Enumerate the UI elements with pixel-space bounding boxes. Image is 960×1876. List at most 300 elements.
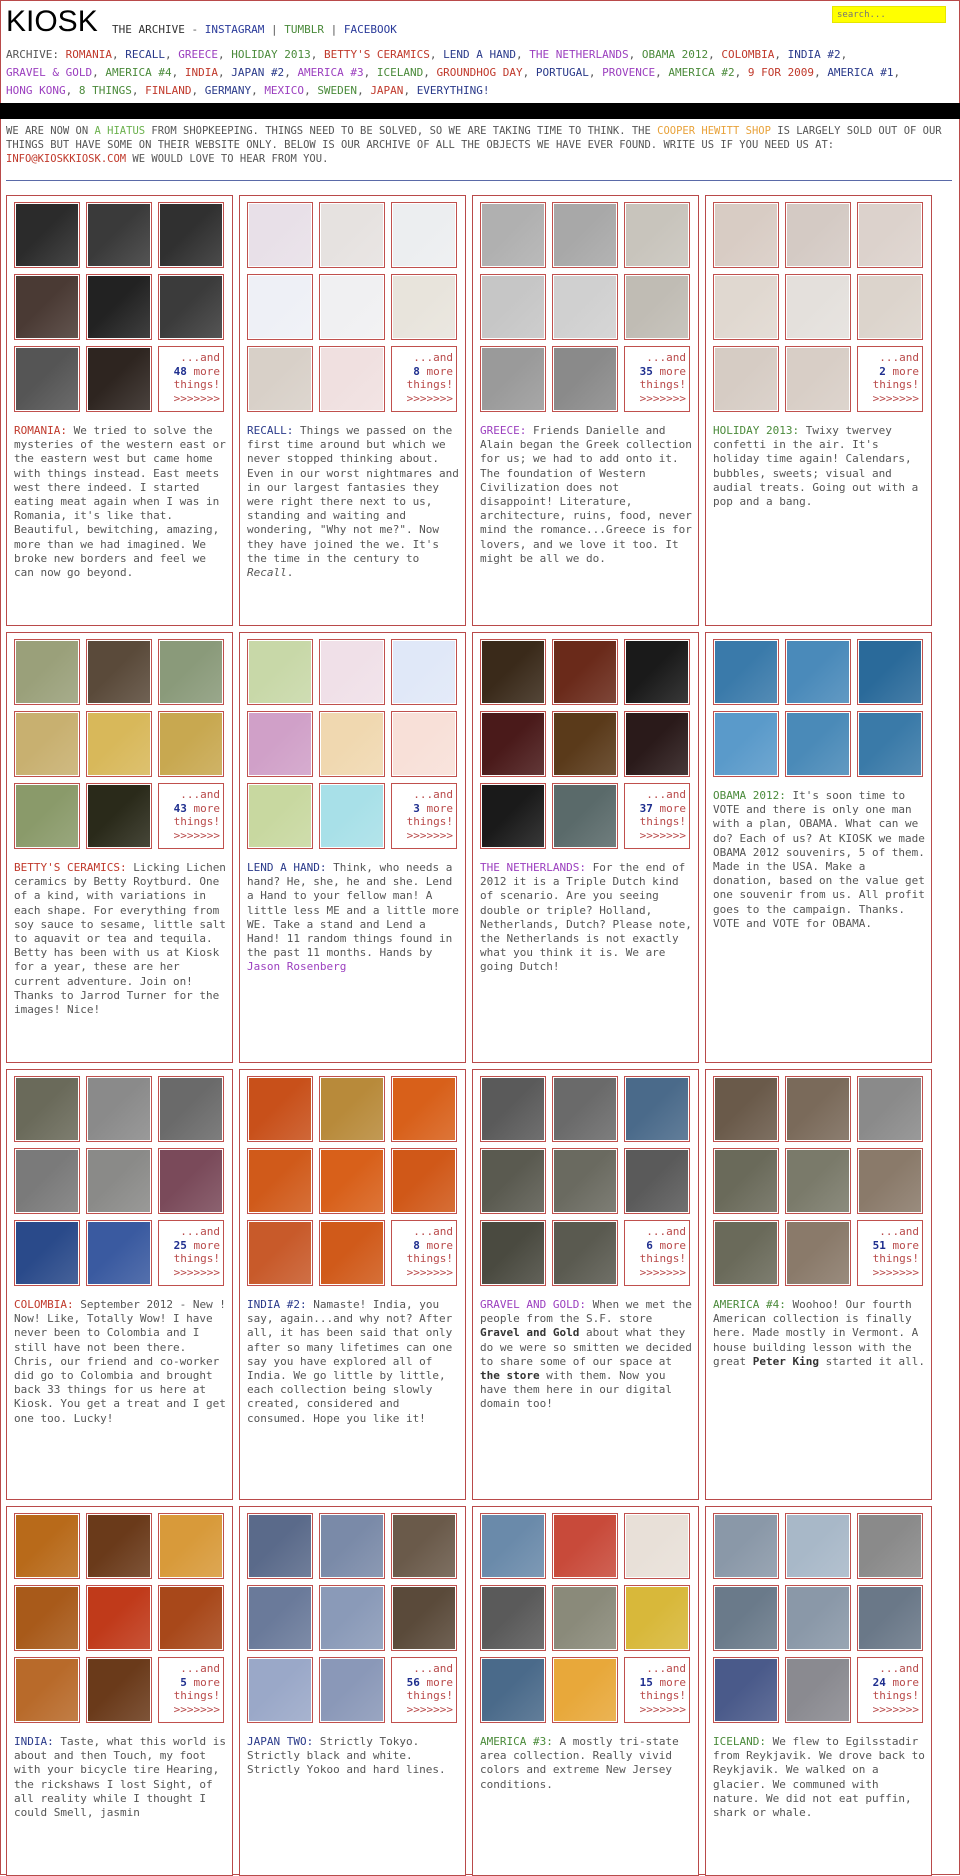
product-thumbnail[interactable] bbox=[247, 1585, 313, 1651]
product-thumbnail[interactable] bbox=[319, 346, 385, 412]
more-things-link[interactable] bbox=[391, 346, 457, 412]
product-thumbnail[interactable] bbox=[86, 202, 152, 268]
product-thumbnail[interactable] bbox=[158, 639, 224, 705]
product-thumbnail[interactable] bbox=[391, 274, 457, 340]
archive-label: ARCHIVE: bbox=[6, 48, 59, 61]
more-label-pre: ...and bbox=[180, 1662, 220, 1675]
archive-link[interactable]: FINLAND bbox=[145, 84, 192, 97]
product-thumbnail[interactable] bbox=[86, 274, 152, 340]
more-things-link[interactable] bbox=[857, 346, 923, 412]
product-image bbox=[482, 1222, 544, 1284]
product-thumbnail[interactable] bbox=[857, 711, 923, 777]
collection-title[interactable]: RECALL: bbox=[247, 424, 294, 437]
product-image bbox=[160, 713, 222, 775]
product-thumbnail[interactable] bbox=[14, 274, 80, 340]
product-thumbnail[interactable] bbox=[14, 711, 80, 777]
product-thumbnail[interactable] bbox=[319, 1513, 385, 1579]
product-thumbnail[interactable] bbox=[713, 711, 779, 777]
more-things-link[interactable] bbox=[391, 1657, 457, 1723]
nav-link-tumblr[interactable]: TUMBLR bbox=[284, 23, 324, 36]
archive-link[interactable]: ROMANIA bbox=[65, 48, 112, 61]
archive-link[interactable]: GREECE bbox=[178, 48, 218, 61]
product-thumbnail[interactable] bbox=[86, 1076, 152, 1142]
description-text: Think, who needs a hand? He, she, he and she. Lend a Hand to your fellow man! A little less ME and a little more WE. Take a stand and Lend a Hand! 11 random things found in the past 11 months. Hands by bbox=[247, 861, 459, 960]
more-things-link[interactable] bbox=[624, 1657, 690, 1723]
description-italic: Recall bbox=[247, 566, 287, 580]
product-thumbnail[interactable] bbox=[247, 711, 313, 777]
product-thumbnail[interactable] bbox=[319, 1220, 385, 1286]
description-text: Strictly Tokyo. Strictly black and white. Strictly Yokoo and hard lines. bbox=[247, 1735, 446, 1777]
product-thumbnail[interactable] bbox=[247, 202, 313, 268]
product-thumbnail[interactable] bbox=[247, 1657, 313, 1723]
more-count-line bbox=[159, 1239, 220, 1253]
more-label-things: things! bbox=[406, 1252, 453, 1265]
more-label-pre: ...and bbox=[413, 1225, 453, 1238]
product-image bbox=[160, 1515, 222, 1577]
product-thumbnail[interactable] bbox=[319, 1657, 385, 1723]
archive-link[interactable]: INDIA #2 bbox=[787, 48, 841, 61]
product-thumbnail[interactable] bbox=[857, 1585, 923, 1651]
collection-description bbox=[480, 1298, 692, 1412]
archive-link[interactable]: LEND A HAND bbox=[443, 48, 517, 61]
product-thumbnail[interactable] bbox=[319, 202, 385, 268]
product-image bbox=[482, 1515, 544, 1577]
product-thumbnail[interactable] bbox=[785, 1076, 851, 1142]
collection-title[interactable]: LEND A HAND: bbox=[247, 861, 327, 874]
collection-title[interactable]: COLOMBIA: bbox=[14, 1298, 74, 1311]
collection-title[interactable]: HOLIDAY 2013: bbox=[713, 424, 800, 437]
description-text: Things we passed on the first time around but which we never stopped thinking about. Even in our worst nightmares and in our largest fantasies they were right there next to us, standing and waiting and wondering, "Why not me?". Now they have joined the we. It's the time in the century to bbox=[247, 424, 459, 565]
product-thumbnail[interactable] bbox=[86, 1513, 152, 1579]
product-thumbnail[interactable] bbox=[624, 1513, 690, 1579]
product-thumbnail[interactable] bbox=[857, 639, 923, 705]
collection-title[interactable]: ROMANIA: bbox=[14, 424, 67, 437]
thumbnail-grid bbox=[247, 202, 459, 412]
product-image bbox=[715, 1659, 777, 1721]
more-count-line bbox=[858, 1239, 919, 1253]
product-thumbnail[interactable] bbox=[552, 1076, 618, 1142]
product-image bbox=[715, 1078, 777, 1140]
more-label-pre: ...and bbox=[646, 1225, 686, 1238]
collection-title[interactable]: JAPAN TWO: bbox=[247, 1735, 314, 1748]
product-thumbnail[interactable] bbox=[713, 1513, 779, 1579]
product-thumbnail[interactable] bbox=[14, 639, 80, 705]
product-thumbnail[interactable] bbox=[785, 1585, 851, 1651]
description-text: September 2012 - New ! Now! Like, Totally Wow! I have never been to Colombia and I still have not been there. Chris, our friend and co-worker did go to Colombia and brought back 33 things for us here at Kiosk. You get a treat and I get one too. Lucky! bbox=[14, 1298, 226, 1425]
more-things-link[interactable] bbox=[391, 1220, 457, 1286]
more-label-post: more bbox=[193, 1675, 220, 1689]
more-arrows: >>>>>>> bbox=[173, 391, 220, 405]
product-image bbox=[787, 1659, 849, 1721]
more-count-line bbox=[625, 365, 686, 379]
nav-link-the-archive[interactable]: THE ARCHIVE bbox=[112, 23, 185, 36]
product-thumbnail[interactable] bbox=[86, 1148, 152, 1214]
search-input[interactable] bbox=[832, 6, 946, 23]
product-thumbnail[interactable] bbox=[480, 783, 546, 849]
product-thumbnail[interactable] bbox=[86, 1585, 152, 1651]
product-thumbnail[interactable] bbox=[391, 1148, 457, 1214]
archive-link[interactable]: PROVENCE bbox=[602, 66, 656, 79]
product-thumbnail[interactable] bbox=[86, 1220, 152, 1286]
more-things-link[interactable] bbox=[624, 783, 690, 849]
more-count: 56 bbox=[406, 1675, 420, 1689]
archive-link[interactable]: HOLIDAY 2013 bbox=[231, 48, 311, 61]
product-thumbnail[interactable] bbox=[247, 639, 313, 705]
product-thumbnail[interactable] bbox=[785, 274, 851, 340]
product-image bbox=[393, 204, 455, 266]
archive-link[interactable]: AMERICA #1 bbox=[827, 66, 894, 79]
product-thumbnail[interactable] bbox=[857, 1513, 923, 1579]
collection-description bbox=[480, 861, 692, 975]
product-image bbox=[787, 641, 849, 703]
product-thumbnail[interactable] bbox=[158, 711, 224, 777]
product-image bbox=[160, 1150, 222, 1212]
site-logo[interactable]: KIOSK bbox=[6, 5, 98, 38]
collection-title[interactable]: GRAVEL AND GOLD: bbox=[480, 1298, 586, 1311]
product-thumbnail[interactable] bbox=[247, 783, 313, 849]
description-text: about what they do we were so smitten we decided to share some of our space at bbox=[480, 1326, 692, 1368]
product-thumbnail[interactable] bbox=[552, 1657, 618, 1723]
more-count: 43 bbox=[173, 801, 187, 815]
more-label-things: things! bbox=[639, 378, 686, 391]
archive-link[interactable]: SWEDEN bbox=[317, 84, 358, 97]
archive-link[interactable]: ICELAND bbox=[376, 66, 424, 79]
product-image bbox=[160, 1587, 222, 1649]
product-thumbnail[interactable] bbox=[247, 1148, 313, 1214]
product-thumbnail[interactable] bbox=[785, 202, 851, 268]
product-thumbnail[interactable] bbox=[785, 711, 851, 777]
product-image bbox=[249, 713, 311, 775]
more-label-things: things! bbox=[406, 815, 453, 828]
product-thumbnail[interactable] bbox=[158, 1513, 224, 1579]
product-thumbnail[interactable] bbox=[319, 274, 385, 340]
more-count: 8 bbox=[413, 1238, 420, 1252]
blue-divider-line bbox=[6, 180, 952, 181]
more-label-post: more bbox=[193, 1238, 220, 1252]
product-thumbnail[interactable] bbox=[158, 1076, 224, 1142]
more-things-link[interactable] bbox=[158, 783, 224, 849]
collection-title[interactable]: AMERICA #4: bbox=[713, 1298, 786, 1311]
more-label-post: more bbox=[193, 364, 220, 378]
more-things-link[interactable] bbox=[158, 346, 224, 412]
archive-link[interactable]: JAPAN bbox=[370, 84, 404, 97]
description-link[interactable]: Jason Rosenberg bbox=[247, 960, 347, 974]
archive-link[interactable]: AMERICA #4 bbox=[105, 66, 172, 79]
description-text: When we met the people from the S.F. store bbox=[480, 1298, 692, 1326]
product-thumbnail[interactable] bbox=[14, 1148, 80, 1214]
product-thumbnail[interactable] bbox=[785, 1657, 851, 1723]
nav-separator: - bbox=[184, 23, 205, 36]
more-things-link[interactable] bbox=[391, 783, 457, 849]
product-image bbox=[554, 1515, 616, 1577]
product-thumbnail[interactable] bbox=[14, 783, 80, 849]
archive-link[interactable]: INDIA bbox=[184, 66, 218, 79]
product-image bbox=[16, 785, 78, 847]
archive-link[interactable]: HONG KONG bbox=[6, 84, 66, 97]
product-thumbnail[interactable] bbox=[713, 274, 779, 340]
product-thumbnail[interactable] bbox=[480, 1513, 546, 1579]
product-thumbnail[interactable] bbox=[319, 783, 385, 849]
more-arrows: >>>>>>> bbox=[406, 1265, 453, 1279]
product-thumbnail[interactable] bbox=[857, 1076, 923, 1142]
thumbnail-grid bbox=[480, 639, 692, 849]
thumbnail-grid bbox=[713, 1076, 925, 1286]
more-things-link[interactable] bbox=[624, 1220, 690, 1286]
product-image bbox=[715, 1515, 777, 1577]
product-thumbnail[interactable] bbox=[480, 346, 546, 412]
product-thumbnail[interactable] bbox=[247, 346, 313, 412]
product-thumbnail[interactable] bbox=[552, 274, 618, 340]
product-thumbnail[interactable] bbox=[624, 274, 690, 340]
collection-title[interactable]: ICELAND: bbox=[713, 1735, 766, 1748]
product-thumbnail[interactable] bbox=[158, 202, 224, 268]
archive-link[interactable]: JAPAN #2 bbox=[231, 66, 285, 79]
product-thumbnail[interactable] bbox=[391, 1585, 457, 1651]
more-things-link[interactable] bbox=[857, 1220, 923, 1286]
more-label-things: things! bbox=[872, 1689, 919, 1702]
thumbnail-grid bbox=[713, 202, 925, 412]
product-thumbnail[interactable] bbox=[552, 1220, 618, 1286]
product-thumbnail[interactable] bbox=[552, 202, 618, 268]
product-image bbox=[482, 713, 544, 775]
product-thumbnail[interactable] bbox=[391, 639, 457, 705]
product-thumbnail[interactable] bbox=[86, 711, 152, 777]
more-label-post: more bbox=[426, 1238, 453, 1252]
more-label-things: things! bbox=[639, 1252, 686, 1265]
product-thumbnail[interactable] bbox=[713, 1076, 779, 1142]
product-thumbnail[interactable] bbox=[14, 1513, 80, 1579]
product-thumbnail[interactable] bbox=[624, 1585, 690, 1651]
product-thumbnail[interactable] bbox=[247, 274, 313, 340]
more-count: 51 bbox=[872, 1238, 886, 1252]
archive-link[interactable]: AMERICA #3 bbox=[297, 66, 364, 79]
product-thumbnail[interactable] bbox=[713, 346, 779, 412]
product-thumbnail[interactable] bbox=[785, 1148, 851, 1214]
thumbnail-grid bbox=[480, 1513, 692, 1723]
product-thumbnail[interactable] bbox=[552, 1585, 618, 1651]
more-count-line bbox=[392, 1676, 453, 1690]
cooper-hewitt-link[interactable]: COOPER HEWITT SHOP bbox=[657, 125, 771, 137]
product-thumbnail[interactable] bbox=[158, 274, 224, 340]
collection-title[interactable]: AMERICA #3: bbox=[480, 1735, 553, 1748]
product-thumbnail[interactable] bbox=[86, 783, 152, 849]
product-thumbnail[interactable] bbox=[319, 1585, 385, 1651]
more-count-line bbox=[159, 365, 220, 379]
archive-link[interactable]: 8 THINGS bbox=[78, 84, 132, 97]
thumbnail-grid bbox=[480, 1076, 692, 1286]
collection-description bbox=[713, 424, 925, 509]
more-things-link[interactable] bbox=[624, 346, 690, 412]
product-thumbnail[interactable] bbox=[624, 711, 690, 777]
product-image bbox=[16, 204, 78, 266]
product-image bbox=[393, 1587, 455, 1649]
description-bold: Peter King bbox=[752, 1354, 819, 1368]
product-image bbox=[859, 1587, 921, 1649]
archive-link[interactable]: THE NETHERLANDS bbox=[529, 48, 629, 61]
product-thumbnail[interactable] bbox=[247, 1513, 313, 1579]
product-thumbnail[interactable] bbox=[713, 639, 779, 705]
more-label-pre: ...and bbox=[646, 788, 686, 801]
archive-link[interactable]: PORTUGAL bbox=[535, 66, 589, 79]
product-image bbox=[482, 1150, 544, 1212]
product-image bbox=[393, 1150, 455, 1212]
product-thumbnail[interactable] bbox=[319, 1148, 385, 1214]
archive-link[interactable]: MEXICO bbox=[264, 84, 305, 97]
product-image bbox=[859, 1150, 921, 1212]
product-image bbox=[88, 1515, 150, 1577]
product-thumbnail[interactable] bbox=[319, 1076, 385, 1142]
more-label-pre: ...and bbox=[180, 351, 220, 364]
product-thumbnail[interactable] bbox=[713, 1657, 779, 1723]
email-link[interactable]: INFO@KIOSKKIOSK.COM bbox=[6, 153, 127, 165]
more-count-line bbox=[858, 1676, 919, 1690]
more-arrows: >>>>>>> bbox=[639, 828, 686, 842]
product-thumbnail[interactable] bbox=[857, 274, 923, 340]
product-thumbnail[interactable] bbox=[624, 202, 690, 268]
product-thumbnail[interactable] bbox=[480, 1076, 546, 1142]
more-label-post: more bbox=[426, 801, 453, 815]
product-thumbnail[interactable] bbox=[480, 711, 546, 777]
product-image bbox=[16, 1222, 78, 1284]
archive-link[interactable]: GRAVEL & GOLD bbox=[6, 66, 93, 79]
archive-link[interactable]: EVERYTHING! bbox=[416, 84, 490, 97]
product-image bbox=[321, 785, 383, 847]
product-thumbnail[interactable] bbox=[624, 1148, 690, 1214]
archive-link[interactable]: AMERICA #2 bbox=[668, 66, 735, 79]
collection-description bbox=[713, 1735, 925, 1820]
product-image bbox=[88, 1659, 150, 1721]
product-thumbnail[interactable] bbox=[552, 1513, 618, 1579]
archive-link[interactable]: BETTY'S CERAMICS bbox=[323, 48, 430, 61]
product-thumbnail[interactable] bbox=[785, 1220, 851, 1286]
product-image bbox=[249, 1078, 311, 1140]
product-thumbnail[interactable] bbox=[86, 639, 152, 705]
product-image bbox=[554, 713, 616, 775]
product-thumbnail[interactable] bbox=[158, 1585, 224, 1651]
collection-description bbox=[247, 424, 459, 580]
product-thumbnail[interactable] bbox=[552, 1148, 618, 1214]
product-thumbnail[interactable] bbox=[785, 1513, 851, 1579]
product-thumbnail[interactable] bbox=[86, 1657, 152, 1723]
product-thumbnail[interactable] bbox=[319, 639, 385, 705]
product-thumbnail[interactable] bbox=[158, 1148, 224, 1214]
product-thumbnail[interactable] bbox=[391, 202, 457, 268]
product-thumbnail[interactable] bbox=[86, 346, 152, 412]
intro-part-4: WE WOULD LOVE TO HEAR FROM YOU. bbox=[126, 153, 329, 165]
product-thumbnail[interactable] bbox=[857, 202, 923, 268]
product-thumbnail[interactable] bbox=[480, 202, 546, 268]
archive-link[interactable]: RECALL bbox=[125, 48, 165, 61]
intro-text bbox=[6, 124, 952, 166]
more-things-link[interactable] bbox=[857, 1657, 923, 1723]
archive-link[interactable]: GROUNDHOG DAY bbox=[436, 66, 523, 79]
product-image bbox=[715, 1150, 777, 1212]
product-image bbox=[160, 276, 222, 338]
product-image bbox=[321, 204, 383, 266]
nav-link-instagram[interactable]: INSTAGRAM bbox=[204, 23, 265, 36]
product-image bbox=[321, 348, 383, 410]
product-image bbox=[787, 276, 849, 338]
product-image bbox=[249, 348, 311, 410]
product-image bbox=[715, 1587, 777, 1649]
product-thumbnail[interactable] bbox=[552, 346, 618, 412]
product-thumbnail[interactable] bbox=[624, 639, 690, 705]
thumbnail-grid bbox=[14, 1513, 226, 1723]
product-image bbox=[787, 1222, 849, 1284]
product-thumbnail[interactable] bbox=[391, 1513, 457, 1579]
product-thumbnail[interactable] bbox=[713, 1220, 779, 1286]
collection-description bbox=[713, 789, 925, 931]
hiatus-link[interactable]: A HIATUS bbox=[94, 125, 146, 137]
collection-title[interactable]: INDIA #2: bbox=[247, 1298, 307, 1311]
collection-title[interactable]: GREECE: bbox=[480, 424, 527, 437]
product-thumbnail[interactable] bbox=[14, 1657, 80, 1723]
product-thumbnail[interactable] bbox=[785, 346, 851, 412]
product-thumbnail[interactable] bbox=[785, 639, 851, 705]
more-arrows: >>>>>>> bbox=[639, 1702, 686, 1716]
collection-title[interactable]: INDIA: bbox=[14, 1735, 54, 1748]
product-thumbnail[interactable] bbox=[391, 1076, 457, 1142]
product-thumbnail[interactable] bbox=[624, 1076, 690, 1142]
more-things-link[interactable] bbox=[158, 1220, 224, 1286]
product-thumbnail[interactable] bbox=[14, 1585, 80, 1651]
product-thumbnail[interactable] bbox=[14, 346, 80, 412]
product-thumbnail[interactable] bbox=[480, 274, 546, 340]
archive-link[interactable]: COLOMBIA bbox=[721, 48, 775, 61]
product-thumbnail[interactable] bbox=[480, 1657, 546, 1723]
archive-link[interactable]: 9 FOR 2009 bbox=[747, 66, 815, 79]
archive-link[interactable]: OBAMA 2012 bbox=[641, 48, 709, 61]
product-image bbox=[859, 713, 921, 775]
archive-link[interactable]: GERMANY bbox=[204, 84, 252, 97]
product-thumbnail[interactable] bbox=[319, 711, 385, 777]
product-thumbnail[interactable] bbox=[552, 783, 618, 849]
product-thumbnail[interactable] bbox=[480, 1220, 546, 1286]
product-thumbnail[interactable] bbox=[247, 1076, 313, 1142]
product-thumbnail[interactable] bbox=[713, 1585, 779, 1651]
more-label-pre: ...and bbox=[879, 1662, 919, 1675]
collection-title[interactable]: OBAMA 2012: bbox=[713, 789, 786, 802]
nav-link-facebook[interactable]: FACEBOOK bbox=[343, 23, 397, 36]
product-thumbnail[interactable] bbox=[713, 1148, 779, 1214]
product-thumbnail[interactable] bbox=[14, 1220, 80, 1286]
product-image bbox=[787, 1587, 849, 1649]
product-thumbnail[interactable] bbox=[552, 711, 618, 777]
product-thumbnail[interactable] bbox=[14, 1076, 80, 1142]
collection-title[interactable]: THE NETHERLANDS: bbox=[480, 861, 586, 874]
product-thumbnail[interactable] bbox=[247, 1220, 313, 1286]
collection-card bbox=[239, 1506, 466, 1876]
product-image bbox=[88, 1078, 150, 1140]
collection-title[interactable]: BETTY'S CERAMICS: bbox=[14, 861, 127, 874]
product-thumbnail[interactable] bbox=[552, 639, 618, 705]
more-things-link[interactable] bbox=[158, 1657, 224, 1723]
product-thumbnail[interactable] bbox=[480, 639, 546, 705]
product-thumbnail[interactable] bbox=[857, 1148, 923, 1214]
more-count-line bbox=[625, 1239, 686, 1253]
product-thumbnail[interactable] bbox=[14, 202, 80, 268]
product-image bbox=[393, 713, 455, 775]
product-thumbnail[interactable] bbox=[480, 1148, 546, 1214]
product-image bbox=[16, 1587, 78, 1649]
more-arrows: >>>>>>> bbox=[406, 391, 453, 405]
product-thumbnail[interactable] bbox=[391, 711, 457, 777]
header bbox=[6, 6, 946, 40]
product-image bbox=[249, 785, 311, 847]
product-thumbnail[interactable] bbox=[713, 202, 779, 268]
product-image bbox=[859, 641, 921, 703]
product-thumbnail[interactable] bbox=[480, 1585, 546, 1651]
